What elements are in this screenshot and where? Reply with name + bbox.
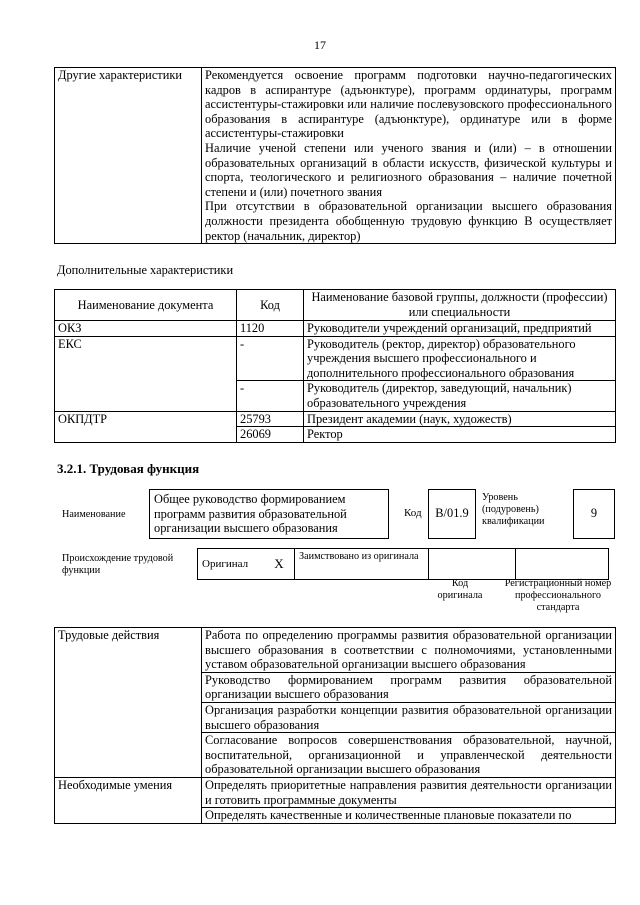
paragraph: Наличие ученой степени или ученого звания и (или) – в отношении образовательных организаций в области искусств, физической культуры и спорта, теологического и религиозного образования – наличие почетной степени и (или) почетного звания [205,140,612,199]
table-row [55,777,616,807]
skill-item: Определять приоритетные направления развития деятельности организации и готовить программные документы [202,777,616,807]
function-name-box: Общее руководство формированием программ развития образовательной организации высшего образования [149,489,389,539]
table-row [55,68,616,244]
row-label: Другие характеристики [55,68,202,244]
origin-code-cell [429,549,516,580]
borrowed-cell: Заимствовано из оригинала [295,549,429,580]
origin-label: Происхождение трудовой функции [62,553,174,576]
action-item: Организация разработки концепции развития образовательной организации высшего образования [202,702,616,732]
action-item: Руководство формированием программ развития образовательной организации высшего образования [202,672,616,702]
other-characteristics-table [54,67,616,244]
paragraph: При отсутствии в образовательной организации высшего образования должности президента обобщенную трудовую функцию В осуществляет ректор (начальник, директор) [205,199,612,243]
cell-doc: ЕКС [55,336,237,411]
origin-table [197,548,609,580]
table-header-row [55,290,616,321]
cell-name: Руководители учреждений организаций, предприятий [304,321,616,337]
section-title: 3.2.1. Трудовая функция [57,461,200,476]
level-label: Уровень (подуровень) квалификации [482,492,545,527]
cell-name: Руководитель (ректор, директор) образовательного учреждения высшего профессионального и дополнительного профессионального образования [304,336,616,381]
additional-characteristics-table [54,289,616,443]
table-row [55,321,616,337]
original-cell: Оригинал [198,549,265,580]
cell-name: Руководитель (директор, заведующий, начальник) образовательного учреждения [304,381,616,411]
paragraph: Рекомендуется освоение программ подготовки научно-педагогических кадров в аспирантуре (адъюнктуре), программ ординатуры, программ ассистентуры-стажировки или наличие послевузовского профессионального образования в аспирантуре (адъюнктуре), ординатуре или в форме ассистентуры-стажировки [205,68,612,141]
table-row [55,336,616,381]
name-label: Наименование [62,509,126,520]
table-row [55,628,616,673]
cell-code: - [237,381,304,411]
cell-code: - [237,336,304,381]
row-content [202,68,616,244]
level-box: 9 [573,489,615,539]
cell-code: 25793 [237,411,304,427]
table-row [198,549,609,580]
origin-code-caption: Код оригинала [437,578,483,601]
action-item: Работа по определению программы развития образовательной организации высшего образования в соответствии с полномочиями, установленными уставом образовательной организации высшего образования [202,628,616,673]
cell-doc: ОКЗ [55,321,237,337]
cell-doc: ОКПДТР [55,411,237,442]
cell-name: Ректор [304,427,616,443]
page-number: 17 [314,38,326,52]
cell-name: Президент академии (наук, художеств) [304,411,616,427]
labor-function-table [54,627,616,824]
header-code: Код [237,290,304,321]
action-item: Согласование вопросов совершенствования образовательной, научной, воспитательной, организационной и управленческой деятельности образовательной организации высшего образования [202,733,616,778]
code-label: Код [404,507,422,519]
origin-reg-cell [516,549,609,580]
registration-caption: Регистрационный номер профессионального стандарта [504,578,612,613]
cell-code: 1120 [237,321,304,337]
skills-label: Необходимые умения [55,777,202,823]
additional-characteristics-title: Дополнительные характеристики [57,263,234,277]
original-mark: X [264,549,295,580]
actions-label: Трудовые действия [55,628,202,778]
skill-item: Определять качественные и количественные плановые показатели по [202,808,616,824]
cell-code: 26069 [237,427,304,443]
function-code-box: B/01.9 [428,489,476,539]
table-row [55,411,616,427]
header-document: Наименование документа [55,290,237,321]
header-name: Наименование базовой группы, должности (профессии) или специальности [304,290,616,321]
